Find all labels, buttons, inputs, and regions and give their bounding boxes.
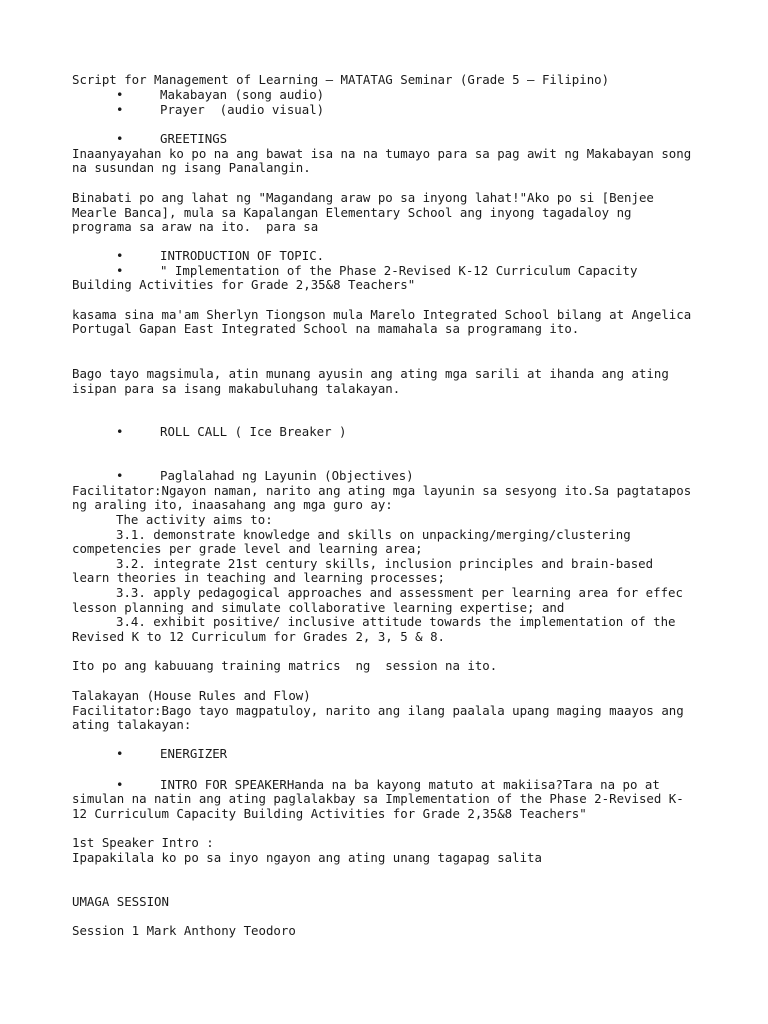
first-speaker-heading: 1st Speaker Intro : — [72, 835, 214, 850]
welcome-paragraph-line: programa sa araw na ito. para sa — [72, 219, 319, 234]
objectives-heading: Paglalahad ng Layunin (Objectives) — [160, 468, 414, 483]
umaga-session-heading: UMAGA SESSION — [72, 894, 169, 909]
talakayan-line: Facilitator:Bago tayo magpatuloy, narito ang ilang paalala upang maging maayos ang — [72, 703, 684, 718]
topic-quote-line: Building Activities for Grade 2,35&8 Teachers" — [72, 277, 416, 292]
greetings-heading: GREETINGS — [160, 131, 228, 146]
aims-label: The activity aims to: — [116, 512, 273, 527]
talakayan-heading: Talakayan (House Rules and Flow) — [72, 688, 311, 703]
objective-item-continued: competencies per grade level and learning area; — [72, 541, 423, 556]
welcome-paragraph-line: Mearle Banca], mula sa Kapalangan Elementary School ang inyong tagadaloy ng — [72, 205, 632, 220]
bullet: • — [116, 131, 124, 146]
introduction-heading: INTRODUCTION OF TOPIC. — [160, 248, 325, 263]
bullet: • — [116, 248, 124, 263]
energizer-item: ENERGIZER — [160, 746, 228, 761]
bullet: • — [116, 102, 124, 117]
bago-paragraph-line: isipan para sa isang makabuluhang talakayan. — [72, 381, 401, 396]
welcome-paragraph-line: Binabati po ang lahat ng "Magandang araw po sa inyong lahat!"Ako po si [Benjee — [72, 190, 654, 205]
objective-item-continued: Revised K to 12 Curriculum for Grades 2, 3, 5 & 8. — [72, 629, 445, 644]
document-title: Script for Management of Learning – MATATAG Seminar (Grade 5 – Filipino) — [72, 72, 610, 87]
objective-item-continued: lesson planning and simulate collaborative learning expertise; and — [72, 600, 565, 615]
bullet: • — [116, 468, 124, 483]
objective-item-continued: learn theories in teaching and learning processes; — [72, 570, 445, 585]
speaker-intro-line: 12 Curriculum Capacity Building Activities for Grade 2,35&8 Teachers" — [72, 806, 587, 821]
speaker-intro-line: simulan na natin ang ating paglalakbay sa Implementation of the Phase 2-Revised K- — [72, 791, 684, 806]
session-1-line: Session 1 Mark Anthony Teodoro — [72, 923, 296, 938]
kasama-paragraph-line: kasama sina ma'am Sherlyn Tiongson mula Marelo Integrated School bilang at Angelica — [72, 307, 692, 322]
first-speaker-line: Ipapakilala ko po sa inyo ngayon ang ating unang tagapag salita — [72, 850, 542, 865]
bullet: • — [116, 777, 124, 792]
bullet: • — [116, 87, 124, 102]
objective-item: 3.2. integrate 21st century skills, inclusion principles and brain-based — [116, 556, 654, 571]
objective-item: 3.3. apply pedagogical approaches and assessment per learning area for effec — [116, 585, 683, 600]
bullet: • — [116, 263, 124, 278]
topic-quote-line: " Implementation of the Phase 2-Revised K-12 Curriculum Capacity — [160, 263, 638, 278]
greetings-paragraph-line: Inaanyayahan ko po na ang bawat isa na na tumayo para sa pag awit ng Makabayan song — [72, 146, 692, 161]
objectives-intro-line: ng araling ito, inaasahang ang mga guro ay: — [72, 497, 393, 512]
speaker-intro-line: INTRO FOR SPEAKERHanda na ba kayong matuto at makiisa?Tara na po at — [160, 777, 660, 792]
bullet-item-makabayan: Makabayan (song audio) — [160, 87, 325, 102]
bullet-item-prayer: Prayer (audio visual) — [160, 102, 325, 117]
bullet: • — [116, 424, 124, 439]
greetings-paragraph-line: na susundan ng isang Panalangin. — [72, 160, 311, 175]
objective-item: 3.1. demonstrate knowledge and skills on unpacking/merging/clustering — [116, 527, 631, 542]
objectives-intro-line: Facilitator:Ngayon naman, narito ang ating mga layunin sa sesyong ito.Sa pagtatapos — [72, 483, 692, 498]
matrics-line: Ito po ang kabuuang training matrics ng session na ito. — [72, 658, 498, 673]
kasama-paragraph-line: Portugal Gapan East Integrated School na mamahala sa programang ito. — [72, 321, 580, 336]
roll-call-item: ROLL CALL ( Ice Breaker ) — [160, 424, 347, 439]
bullet: • — [116, 746, 124, 761]
talakayan-line: ating talakayan: — [72, 717, 192, 732]
objective-item: 3.4. exhibit positive/ inclusive attitude towards the implementation of the — [116, 614, 676, 629]
bago-paragraph-line: Bago tayo magsimula, atin munang ayusin ang ating mga sarili at ihanda ang ating — [72, 366, 669, 381]
